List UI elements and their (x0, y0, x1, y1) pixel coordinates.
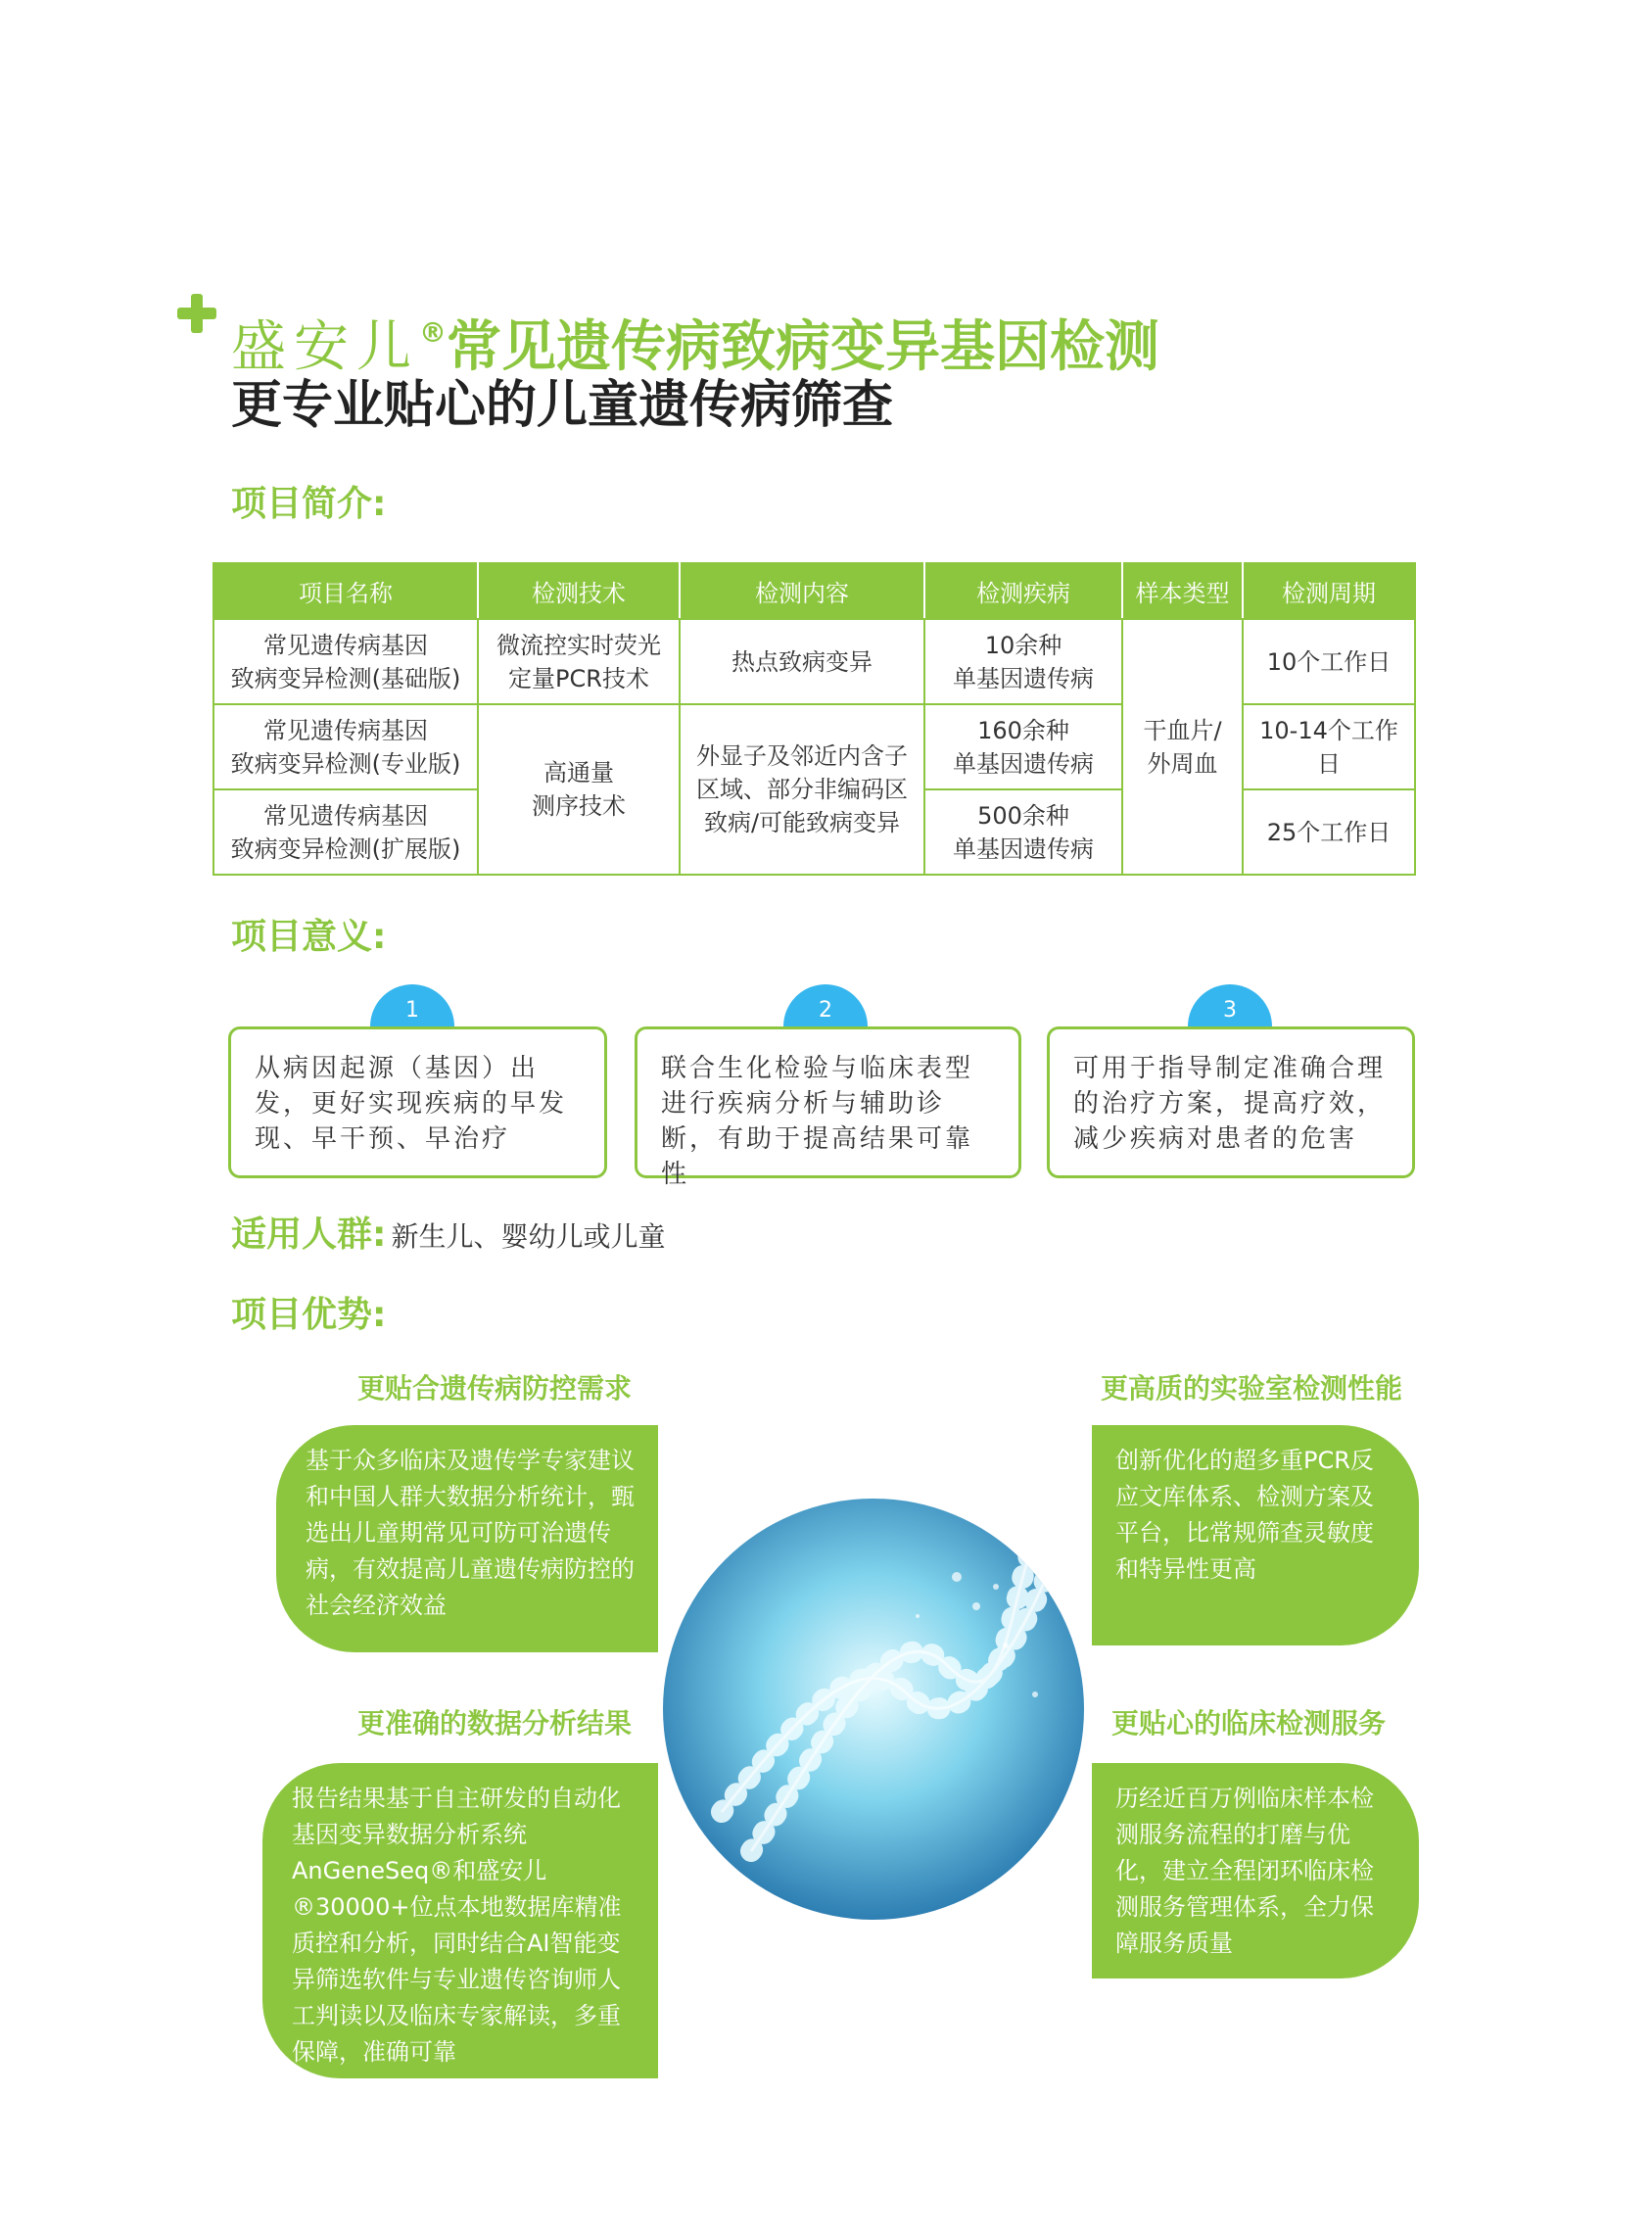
tech-cell (478, 704, 680, 875)
cell-text: 干血片/ (1143, 716, 1222, 744)
significance-card (228, 1026, 607, 1178)
cell-text: 160余种 (977, 716, 1069, 744)
advantage-title: 更贴合遗传病防控需求 (357, 1372, 633, 1405)
cell-text: 常见遗传病基因 (263, 631, 428, 659)
significance-text: 从病因起源（基因）出发，更好实现疾病的早发现、早干预、早治疗 (255, 1054, 568, 1154)
number-badge: 3 (1188, 984, 1272, 1069)
column-header: 项目名称 (213, 563, 478, 619)
registered-mark: ® (419, 316, 447, 349)
cell-text: 热点致病变异 (732, 647, 873, 676)
significance-card (1047, 1026, 1415, 1178)
project-table (212, 562, 1416, 876)
column-header: 样本类型 (1122, 563, 1243, 619)
advantage-card (276, 1425, 658, 1652)
table-header-row (213, 563, 1415, 619)
advantage-text: 历经近百万例临床样本检测服务流程的打磨与优化，建立全程闭环临床检测服务管理体系，全力保障服务质量 (1115, 1785, 1374, 1957)
page-subtitle: 更专业贴心的儿童遗传病筛查 (231, 376, 894, 435)
column-header: 检测疾病 (924, 563, 1122, 619)
cell-text: 常见遗传病基因 (263, 716, 428, 744)
brand-name: 盛安儿 (231, 315, 419, 379)
column-header: 检测周期 (1243, 563, 1415, 619)
cell-text: 微流控实时荧光 (496, 631, 661, 659)
advantage-text: 报告结果基于自主研发的自动化基因变异数据分析系统AnGeneSeq®和盛安儿®30000+位点本地数据库精准质控和分析，同时结合AI智能变异筛选软件与专业遗传咨询师人工判读以及临床专家解读，多重保障，准确可靠 (292, 1785, 622, 2066)
applicable-label: 适用人群: (231, 1215, 387, 1255)
advantage-text: 创新优化的超多重PCR反应文库体系、检测方案及平台，比常规筛查灵敏度和特异性更高 (1115, 1447, 1374, 1583)
significance-text: 联合生化检验与临床表型进行疾病分析与辅助诊断，有助于提高结果可靠性 (661, 1054, 974, 1189)
table-row (213, 619, 1415, 704)
project-name-cell (213, 789, 478, 875)
cell-text: 定量PCR技术 (508, 664, 649, 692)
cell-text: 单基因遗传病 (953, 664, 1094, 692)
advantage-title: 更准确的数据分析结果 (357, 1707, 633, 1740)
project-name-cell (213, 704, 478, 789)
project-name-cell (213, 619, 478, 704)
disease-cell (924, 704, 1122, 789)
cell-text: 500余种 (977, 801, 1069, 830)
period-cell: 10-14个工作日 (1243, 704, 1415, 789)
plus-icon (177, 294, 216, 333)
advantage-card (1092, 1425, 1419, 1645)
content-cell (680, 704, 924, 875)
cell-text: 致病变异检测(专业版) (230, 749, 461, 778)
number-badge: 2 (783, 984, 868, 1069)
applicable-row (231, 1211, 666, 1260)
cell-text: 单基因遗传病 (953, 834, 1094, 863)
disease-cell (924, 789, 1122, 875)
cell-text: 致病变异检测(扩展版) (230, 834, 461, 863)
dna-image (663, 1499, 1084, 1920)
cell-text: 致病/可能致病变异 (703, 809, 901, 836)
cell-text: 致病变异检测(基础版) (230, 664, 461, 692)
advantage-text: 基于众多临床及遗传学专家建议和中国人群大数据分析统计，甄选出儿童期常见可防可治遗传病，有效提高儿童遗传病防控的社会经济效益 (306, 1447, 635, 1619)
cell-text: 区域、部分非编码区 (696, 776, 908, 803)
applicable-value: 新生儿、婴幼儿或儿童 (391, 1220, 666, 1253)
advantage-title: 更贴心的临床检测服务 (1111, 1707, 1387, 1740)
cell-text: 单基因遗传病 (953, 749, 1094, 778)
sample-type-cell (1122, 619, 1243, 875)
disease-cell (924, 619, 1122, 704)
column-header: 检测技术 (478, 563, 680, 619)
advantage-card (1092, 1763, 1419, 1978)
cell-text: 高通量 (543, 759, 614, 786)
period-cell: 10个工作日 (1243, 619, 1415, 704)
significance-card (635, 1026, 1021, 1189)
content-cell (680, 619, 924, 704)
cell-text: 测序技术 (532, 792, 626, 820)
dna-helix-icon (663, 1499, 1084, 1920)
advantage-card (262, 1763, 658, 2078)
advantage-title: 更高质的实验室检测性能 (1101, 1372, 1403, 1405)
number-badge: 1 (370, 984, 454, 1069)
title-text: 常见遗传病致病变异基因检测 (447, 315, 1159, 379)
cell-text: 10余种 (984, 631, 1062, 659)
intro-heading: 项目简介: (231, 484, 387, 524)
period-cell: 25个工作日 (1243, 789, 1415, 875)
advantages-heading: 项目优势: (231, 1295, 387, 1335)
significance-text: 可用于指导制定准确合理的治疗方案，提高疗效，减少疾病对患者的危害 (1073, 1054, 1387, 1154)
significance-heading: 项目意义: (231, 917, 387, 957)
cell-text: 外周血 (1147, 749, 1218, 778)
cell-text: 常见遗传病基因 (263, 801, 428, 830)
column-header: 检测内容 (680, 563, 924, 619)
cell-text: 外显子及邻近内含子 (696, 742, 908, 770)
tech-cell (478, 619, 680, 704)
